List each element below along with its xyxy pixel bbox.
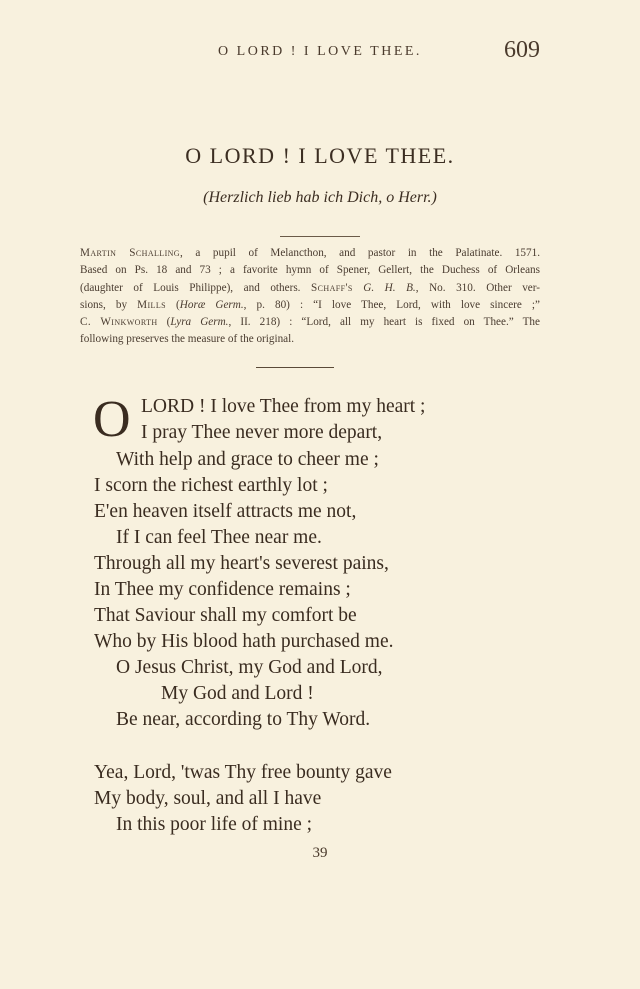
source-note	[80, 245, 540, 349]
verse-line: Yea, Lord, 'twas Thy free bounty gave	[94, 762, 392, 783]
note-line-1: Martin Schalling, a pupil of Melancthon, and pastor in the Palatinate. 1571.	[80, 247, 540, 259]
drop-cap: O	[93, 391, 131, 448]
verse-line: If I can feel Thee near me.	[116, 527, 322, 548]
verse-line: In Thee my confidence remains ;	[94, 579, 351, 600]
page-number: 609	[504, 37, 540, 63]
verse-line: LORD ! I love Thee from my heart ;	[141, 396, 426, 417]
verse-line: My God and Lord !	[161, 683, 314, 704]
verse-line: In this poor life of mine ;	[116, 814, 313, 835]
verse-line: O Jesus Christ, my God and Lord,	[116, 657, 383, 678]
verse-line: I scorn the richest earthly lot ;	[94, 475, 328, 496]
verse-line: I pray Thee never more depart,	[141, 422, 383, 443]
hymn-title: O LORD ! I LOVE THEE.	[185, 143, 455, 168]
verse-line: Who by His blood hath purchased me.	[94, 631, 394, 652]
note-line-2: Based on Ps. 18 and 73 ; a favorite hymn of Spener, Gellert, the Duchess of Orleans	[80, 264, 540, 277]
verse-line: My body, soul, and all I have	[94, 788, 322, 809]
note-line-5: C. Winkworth (Lyra Germ., II. 218) : “Lord, all my heart is fixed on Thee.” The	[80, 316, 540, 329]
verse-line: E'en heaven itself attracts me not,	[94, 501, 357, 522]
note-line-6: following preserves the measure of the original.	[80, 333, 295, 346]
signature-mark: 39	[312, 845, 328, 861]
note-line-4: sions, by Mills (Horæ Germ., p. 80) : “I love Thee, Lord, with love sincere ;”	[80, 298, 541, 311]
running-head: O LORD ! I LOVE THEE.	[218, 44, 422, 59]
verse-line: With help and grace to cheer me ;	[116, 449, 379, 470]
verse-line: That Saviour shall my comfort be	[94, 605, 357, 626]
verse-line: Be near, according to Thy Word.	[116, 709, 371, 730]
hymn-subtitle: (Herzlich lieb hab ich Dich, o Herr.)	[203, 189, 437, 206]
note-line-3: (daughter of Louis Philippe), and others. Schaff's G. H. B., No. 310. Other ver-	[80, 281, 541, 294]
divider-short	[280, 236, 360, 237]
verse-line: Through all my heart's severest pains,	[94, 553, 389, 574]
divider-long	[256, 367, 334, 368]
